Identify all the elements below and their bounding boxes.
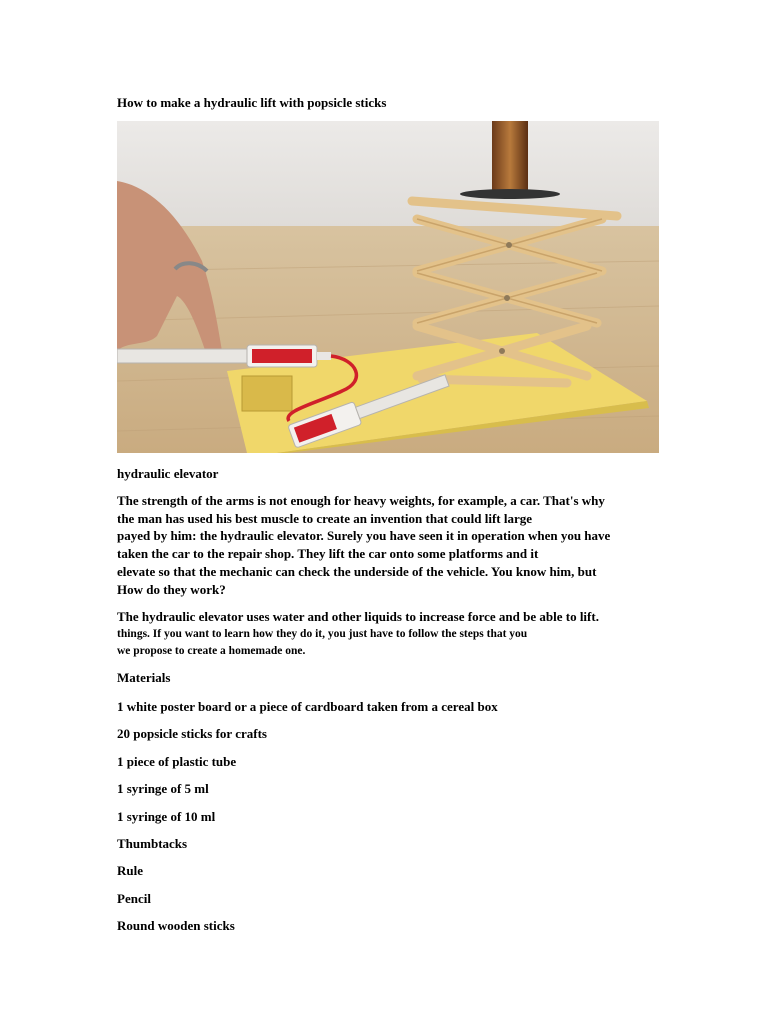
list-item: Rule xyxy=(117,863,143,879)
paragraph-line: The hydraulic elevator uses water and other liquids to increase force and be able to lift. xyxy=(117,609,599,624)
document-title: How to make a hydraulic lift with popsicle sticks xyxy=(117,95,387,110)
list-item: 1 white poster board or a piece of cardboard taken from a cereal box xyxy=(117,699,498,714)
paragraph-line: we propose to create a homemade one. xyxy=(117,645,306,658)
paragraph-line: the man has used his best muscle to create an invention that could lift large xyxy=(117,510,533,526)
list-item: 1 syringe of 5 ml xyxy=(117,781,209,797)
list-item: 1 syringe of 10 ml xyxy=(117,808,216,824)
paragraph-line: payed by him: the hydraulic elevator. Surely you have seen it in operation when you have xyxy=(117,528,611,544)
list-item: 20 popsicle sticks for crafts xyxy=(117,726,267,742)
list-item: Pencil xyxy=(117,890,151,906)
hydraulic-lift-photo xyxy=(117,121,659,453)
explanation-paragraph xyxy=(117,608,662,661)
paragraph-line: The strength of the arms is not enough for heavy weights, for example, a car. That's why xyxy=(117,493,605,508)
image-caption: hydraulic elevator xyxy=(117,466,219,481)
list-item: 1 piece of plastic tube xyxy=(117,753,237,769)
materials-heading: Materials xyxy=(117,670,171,685)
paragraph-line: things. If you want to learn how they do it, you just have to follow the steps that you xyxy=(117,627,528,640)
paragraph-line: taken the car to the repair shop. They lift the car onto some platforms and it xyxy=(117,546,539,562)
paragraph-line: elevate so that the mechanic can check the underside of the vehicle. You know him, but xyxy=(117,563,597,579)
paragraph-line: How do they work? xyxy=(117,581,226,597)
list-item: Round wooden sticks xyxy=(117,918,235,934)
materials-list xyxy=(117,698,498,945)
list-item: Thumbtacks xyxy=(117,835,188,851)
intro-paragraph xyxy=(117,492,662,598)
